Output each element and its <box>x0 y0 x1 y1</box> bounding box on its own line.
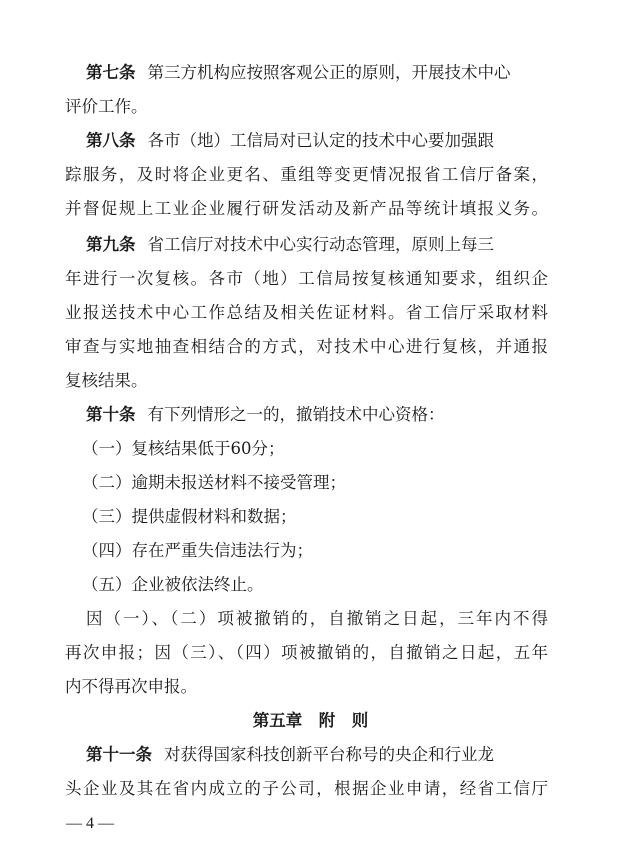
article-8-line-1: 第八条 各市（地）工信局对已认定的技术中心要加强跟 <box>86 131 494 150</box>
article-9-line-1: 第九条 省工信厅对技术中心实行动态管理，原则上每三 <box>86 235 494 254</box>
article-8-line-3: 并督促规上工业企业履行研发活动及新产品等统计填报义务。 <box>65 199 548 218</box>
article-10-note-line-1: 因（一）、（二）项被撤销的，自撤销之日起，三年内不得 <box>86 609 548 628</box>
article-7-label: 第七条 <box>86 63 136 82</box>
article-11-label: 第十一条 <box>86 745 152 764</box>
article-10-item-4: （四）存在严重失信违法行为； <box>82 541 313 560</box>
article-11-line-2: 头企业及其在省内成立的子公司，根据企业申请，经省工信厅 <box>65 779 548 798</box>
article-10-item-1: （一）复核结果低于60分； <box>82 439 285 458</box>
article-10-label: 第十条 <box>86 405 136 424</box>
article-10-item-5: （五）企业被依法终止。 <box>82 575 264 594</box>
article-10-note-line-2: 再次申报；因（三）、（四）项被撤销的，自撤销之日起，五年 <box>65 643 548 662</box>
article-9-line-5: 复核结果。 <box>65 371 148 390</box>
article-7-line-2: 评价工作。 <box>65 97 148 116</box>
article-10-note-line-3: 内不得再次申报。 <box>65 677 197 696</box>
article-10-item-3: （三）提供虚假材料和数据； <box>82 507 297 526</box>
article-8-label: 第八条 <box>86 131 136 150</box>
article-9-line-3: 业报送技术中心工作总结及相关佐证材料。省工信厅采取材料 <box>65 303 548 322</box>
article-9-line-2: 年进行一次复核。各市（地）工信局按复核通知要求，组织企 <box>65 269 548 288</box>
article-8-line-2: 踪服务，及时将企业更名、重组等变更情况报省工信厅备案， <box>65 165 548 184</box>
article-9-label: 第九条 <box>86 235 136 254</box>
article-9-line-4: 审查与实地抽查相结合的方式，对技术中心进行复核，并通报 <box>65 337 548 356</box>
article-10-item-2: （二）逾期未报送材料不接受管理； <box>82 473 346 492</box>
chapter-5-heading: 第五章 附 则 <box>252 711 369 730</box>
article-10-line-1: 第十条 有下列情形之一的，撤销技术中心资格： <box>86 405 445 424</box>
article-7-line-1: 第七条 第三方机构应按照客观公正的原则，开展技术中心 <box>86 63 511 82</box>
article-11-line-1: 第十一条 对获得国家科技创新平台称号的央企和行业龙 <box>86 745 494 764</box>
page-number: — 4 — <box>66 815 114 832</box>
